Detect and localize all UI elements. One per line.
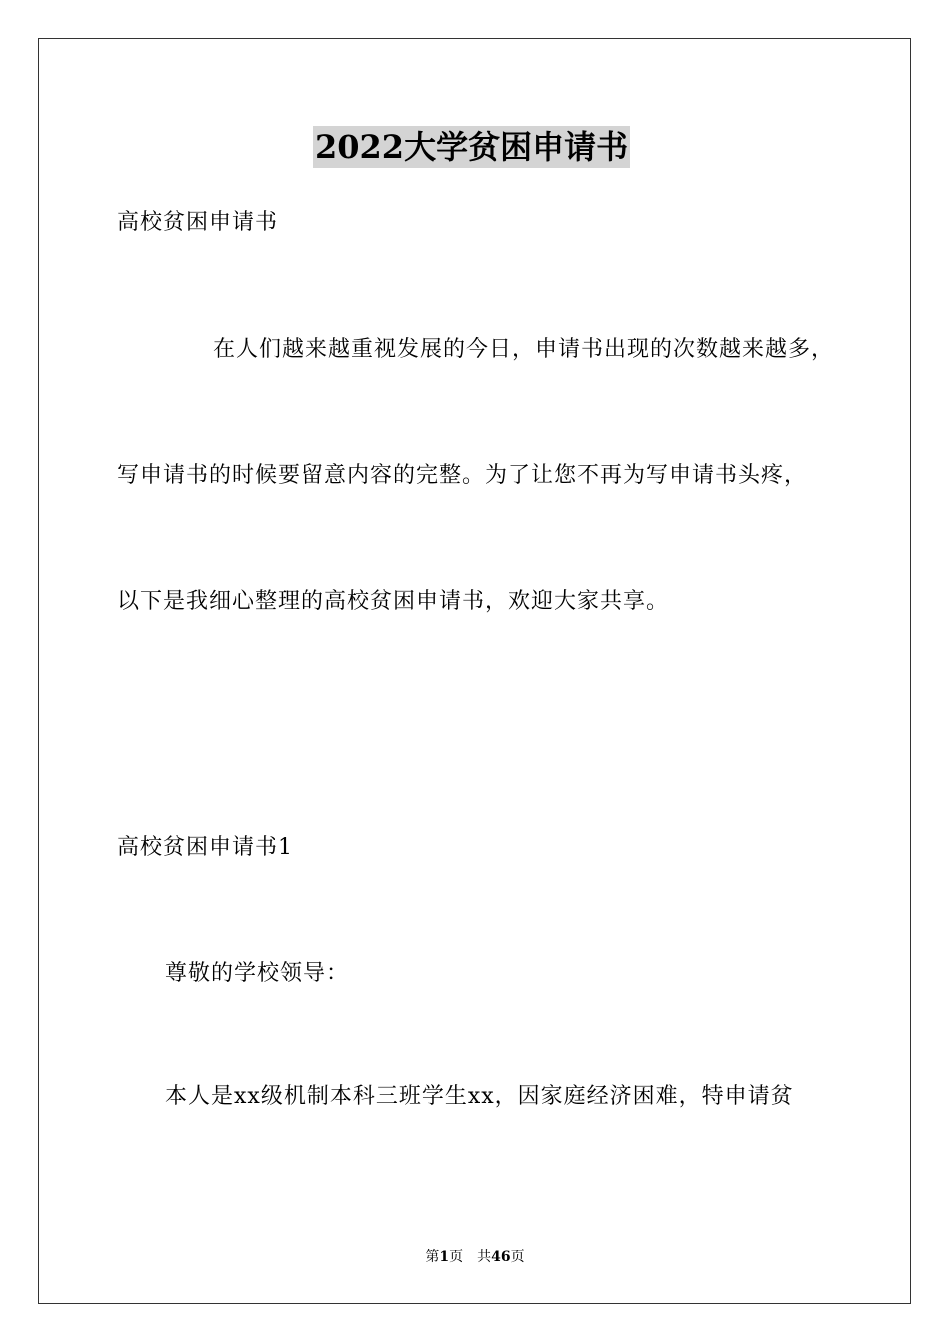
section-heading: 高校贫困申请书1: [117, 835, 293, 860]
footer-total-suffix: 页: [510, 1249, 525, 1265]
body-paragraph-line: 本人是xx级机制本科三班学生xx，因家庭经济困难，特申请贫: [165, 1084, 794, 1109]
footer-page-number: 1: [439, 1249, 450, 1265]
document-title: 2022大学贫困申请书: [315, 128, 629, 166]
footer-page-prefix: 第: [425, 1249, 440, 1265]
intro-line-1: 在人们越来越重视发展的今日，申请书出现的次数越来越多，: [213, 337, 835, 362]
intro-line-2: 写申请书的时候要留意内容的完整。为了让您不再为写申请书头疼，: [117, 463, 808, 488]
footer-page-suffix: 页: [449, 1249, 464, 1265]
salutation: 尊敬的学校领导：: [165, 961, 350, 986]
intro-line-3: 以下是我细心整理的高校贫困申请书，欢迎大家共享。: [117, 589, 670, 614]
document-subtitle: 高校贫困申请书: [117, 210, 279, 235]
footer-total-prefix: 共: [477, 1249, 492, 1265]
footer-total-pages: 46: [491, 1249, 511, 1265]
page-footer: [0, 1248, 950, 1266]
